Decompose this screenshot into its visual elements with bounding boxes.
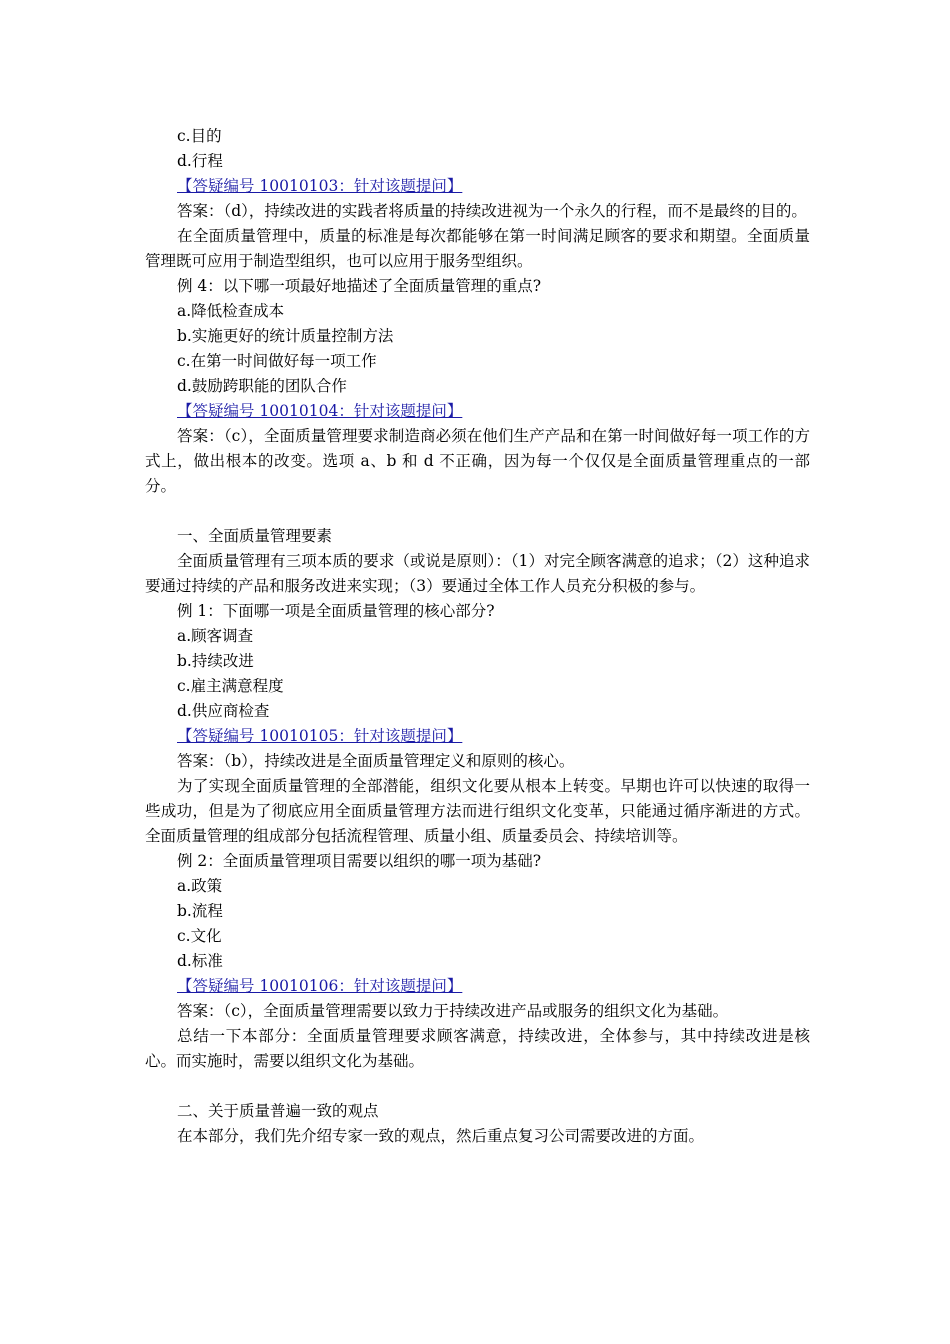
answer-option: a.顾客调查 xyxy=(177,627,254,645)
qa-link-row xyxy=(145,974,810,999)
qa-link-row xyxy=(145,399,810,424)
paragraph: 例 4：以下哪一项最好地描述了全面质量管理的重点? xyxy=(177,277,542,295)
answer-option: d.供应商检查 xyxy=(177,702,270,720)
qa-question-link[interactable]: 【答疑编号 10010105：针对该题提问】 xyxy=(177,727,463,745)
qa-question-link[interactable]: 【答疑编号 10010106：针对该题提问】 xyxy=(177,977,463,995)
paragraph: 为了实现全面质量管理的全部潜能，组织文化要从根本上转变。早期也许可以快速的取得一些成功，但是为了彻底应用全面质量管理方法而进行组织文化变革，只能通过循序渐进的方式。全面质量管理的组成部分包括流程管理、质量小组、质量委员会、持续培训等。 xyxy=(145,777,810,845)
paragraph: 答案：（d），持续改进的实践者将质量的持续改进视为一个永久的行程，而不是最终的目的。 xyxy=(177,202,807,220)
qa-question-link[interactable]: 【答疑编号 10010104：针对该题提问】 xyxy=(177,402,463,420)
paragraph: 总结一下本部分：全面质量管理要求顾客满意，持续改进，全体参与，其中持续改进是核心。而实施时，需要以组织文化为基础。 xyxy=(145,1027,810,1070)
answer-option: c.雇主满意程度 xyxy=(177,677,284,695)
answer-option: c.在第一时间做好每一项工作 xyxy=(177,352,377,370)
qa-question-link[interactable]: 【答疑编号 10010103：针对该题提问】 xyxy=(177,177,463,195)
answer-option: a.政策 xyxy=(177,877,223,895)
paragraph: 在全面质量管理中，质量的标准是每次都能够在第一时间满足顾客的要求和期望。全面质量管理既可应用于制造型组织，也可以应用于服务型组织。 xyxy=(145,227,810,270)
answer-option: c.目的 xyxy=(177,127,222,145)
qa-link-row xyxy=(145,724,810,749)
answer-option: a.降低检查成本 xyxy=(177,302,285,320)
blank-line xyxy=(145,499,810,524)
paragraph: 例 1：下面哪一项是全面质量管理的核心部分? xyxy=(177,602,495,620)
answer-option: b.流程 xyxy=(177,902,223,920)
paragraph: 在本部分，我们先介绍专家一致的观点，然后重点复习公司需要改进的方面。 xyxy=(177,1127,705,1145)
qa-link-row xyxy=(145,174,810,199)
paragraph: 例 2：全面质量管理项目需要以组织的哪一项为基础? xyxy=(177,852,542,870)
paragraph: 一、全面质量管理要素 xyxy=(177,527,333,545)
paragraph: 答案：（c），全面质量管理需要以致力于持续改进产品或服务的组织文化为基础。 xyxy=(177,1002,729,1020)
paragraph: 答案：（b），持续改进是全面质量管理定义和原则的核心。 xyxy=(177,752,575,770)
answer-option: d.行程 xyxy=(177,152,223,170)
paragraph: 二、关于质量普遍一致的观点 xyxy=(177,1102,379,1120)
paragraph: 全面质量管理有三项本质的要求（或说是原则）：（1）对完全顾客满意的追求；（2）这种追求要通过持续的产品和服务改进来实现；（3）要通过全体工作人员充分积极的参与。 xyxy=(145,552,810,595)
answer-option: d.鼓励跨职能的团队合作 xyxy=(177,377,347,395)
blank-line xyxy=(145,1074,810,1099)
answer-option: b.实施更好的统计质量控制方法 xyxy=(177,327,394,345)
answer-option: b.持续改进 xyxy=(177,652,254,670)
paragraph: 答案：（c），全面质量管理要求制造商必须在他们生产产品和在第一时间做好每一项工作的方式上，做出根本的改变。选项 a、b 和 d 不正确，因为每一个仅仅是全面质量管理重点的一部分。 xyxy=(145,427,810,495)
answer-option: c.文化 xyxy=(177,927,222,945)
document-body xyxy=(145,124,810,1149)
answer-option: d.标准 xyxy=(177,952,223,970)
